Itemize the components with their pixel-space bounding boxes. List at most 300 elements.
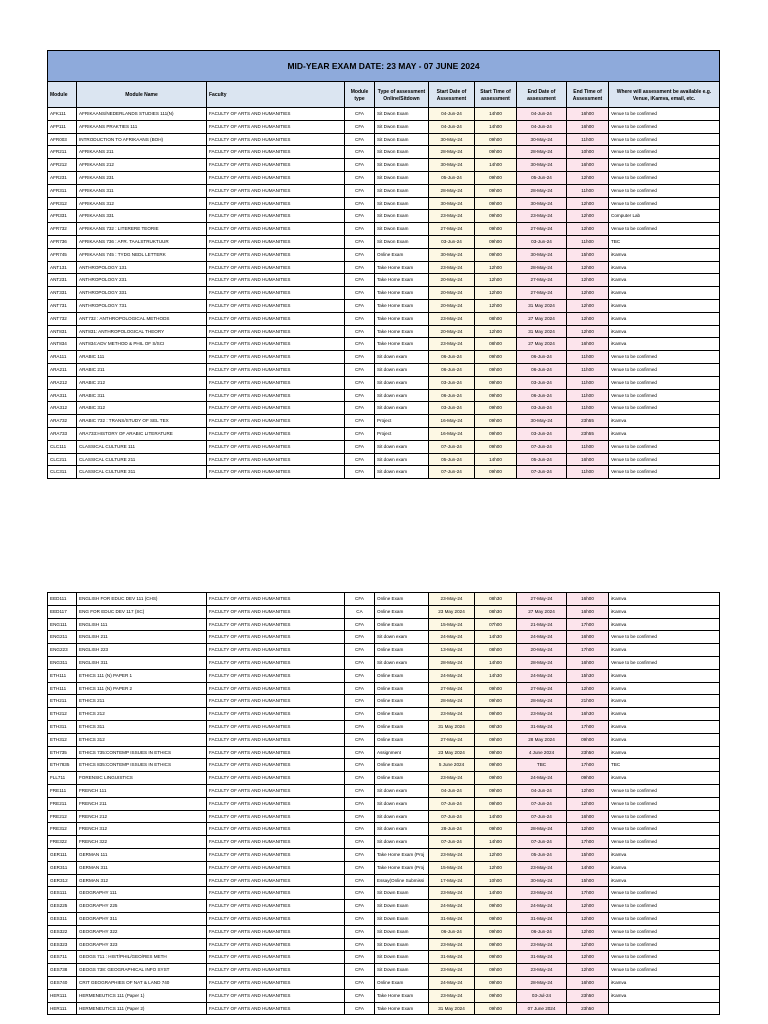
cell-module-name: ENGLISH 311: [77, 657, 207, 670]
cell-assessment-type: Sit Dwon Exam: [375, 223, 429, 236]
cell-venue: Venue to be confirmed: [609, 454, 720, 467]
cell-module-code: AFR311: [47, 185, 77, 198]
cell-end-time: 12h00: [567, 172, 609, 185]
table-row: [47, 236, 720, 249]
header-start-date: Start Date of Assessment: [429, 82, 475, 108]
cell-faculty: FACULTY OF ARTS AND HUMANITIES: [207, 364, 345, 377]
cell-end-time: 10h00: [567, 146, 609, 159]
cell-venue: Venue to be confirmed: [609, 146, 720, 159]
cell-assessment-type: Take Home Exam: [375, 990, 429, 1003]
cell-start-time: 09h00: [475, 415, 517, 428]
cell-end-time: 12h00: [567, 262, 609, 275]
cell-module-name: ARABIC 732 : TRANS/STUDY OF SEL TEX: [77, 415, 207, 428]
cell-module-name: AFRIKAANS 312: [77, 198, 207, 211]
cell-venue: iKamva: [609, 326, 720, 339]
cell-module-type: CFA: [345, 631, 375, 644]
cell-module-type: CFA: [345, 644, 375, 657]
table-row: [47, 785, 720, 798]
cell-assessment-type: Sit Down Exam: [375, 964, 429, 977]
cell-start-time: 14h00: [475, 121, 517, 134]
cell-module-code: AFR745: [47, 249, 77, 262]
cell-assessment-type: Sit Down Exam: [375, 951, 429, 964]
table-row: [47, 1003, 720, 1016]
cell-start-date: 30-May-24: [429, 134, 475, 147]
cell-module-name: HERMENEUTICS 111 (Paper 1): [77, 990, 207, 1003]
cell-end-date: 23-May-24: [517, 862, 567, 875]
cell-module-type: CFA: [345, 695, 375, 708]
cell-assessment-type: Online Exam: [375, 683, 429, 696]
cell-start-time: 09h00: [475, 1003, 517, 1016]
cell-assessment-type: Sit Down Exam: [375, 900, 429, 913]
cell-start-time: 09h00: [475, 441, 517, 454]
cell-venue: Venue to be confirmed: [609, 939, 720, 952]
cell-venue: iKamva: [609, 990, 720, 1003]
cell-faculty: FACULTY OF ARTS AND HUMANITIES: [207, 670, 345, 683]
cell-end-date: 30-May-24: [517, 875, 567, 888]
cell-start-date: 31-May-24: [429, 951, 475, 964]
cell-start-date: 04-Jun-24: [429, 108, 475, 121]
cell-assessment-type: Sit Dwon Exam: [375, 172, 429, 185]
cell-start-time: 09h00: [475, 977, 517, 990]
cell-end-time: 12h00: [567, 785, 609, 798]
cell-assessment-type: Essay(Online Submissi: [375, 875, 429, 888]
cell-end-date: 27 May 2024: [517, 338, 567, 351]
cell-end-date: 07-Jun-24: [517, 466, 567, 479]
table-row: [47, 377, 720, 390]
table-row: [47, 951, 720, 964]
cell-module-code: GER111: [47, 849, 77, 862]
cell-module-type: CFA: [345, 198, 375, 211]
cell-start-date: 31-May-24: [429, 913, 475, 926]
cell-end-date: 28-May-24: [517, 695, 567, 708]
cell-end-date: 27-May-24: [517, 287, 567, 300]
cell-faculty: FACULTY OF ARTS AND HUMANITIES: [207, 593, 345, 606]
cell-faculty: FACULTY OF ARTS AND HUMANITIES: [207, 695, 345, 708]
cell-module-code: AFR312: [47, 198, 77, 211]
cell-end-date: 07 June 2024: [517, 1003, 567, 1016]
cell-venue: [609, 1003, 720, 1016]
cell-start-time: 09h00: [475, 134, 517, 147]
cell-module-type: CFA: [345, 913, 375, 926]
cell-module-name: ANTHROPOLOGY 731: [77, 300, 207, 313]
cell-venue: Venue to be confirmed: [609, 466, 720, 479]
cell-end-time: 12h00: [567, 313, 609, 326]
cell-module-name: GEOGRAPHY 111: [77, 887, 207, 900]
cell-assessment-type: Sit Dwon Exam: [375, 134, 429, 147]
cell-faculty: FACULTY OF ARTS AND HUMANITIES: [207, 313, 345, 326]
cell-start-time: 14h00: [475, 454, 517, 467]
cell-assessment-type: Sit Down Exam: [375, 887, 429, 900]
cell-venue: iKamva: [609, 274, 720, 287]
cell-module-code: ANT732: [47, 313, 77, 326]
cell-module-name: GERMAN 312: [77, 875, 207, 888]
cell-faculty: FACULTY OF ARTS AND HUMANITIES: [207, 619, 345, 632]
cell-end-time: 12h00: [567, 939, 609, 952]
cell-venue: iKamva: [609, 683, 720, 696]
cell-module-type: CFA: [345, 415, 375, 428]
cell-module-code: ARA312: [47, 402, 77, 415]
cell-start-date: 07-Jun-24: [429, 836, 475, 849]
cell-assessment-type: Take Home Exam (Proj: [375, 849, 429, 862]
cell-start-date: 23 May 2024: [429, 606, 475, 619]
cell-module-name: GEOGRAPHY 323: [77, 939, 207, 952]
table-row: [47, 747, 720, 760]
cell-module-type: CFA: [345, 402, 375, 415]
cell-end-time: 17h00: [567, 644, 609, 657]
cell-end-time: 16h00: [567, 159, 609, 172]
cell-end-date: 28-May-24: [517, 146, 567, 159]
cell-faculty: FACULTY OF ARTS AND HUMANITIES: [207, 134, 345, 147]
cell-end-time: 23h50: [567, 1003, 609, 1016]
cell-end-time: 12h00: [567, 683, 609, 696]
cell-module-name: AFRIKAANS/NEDERLANDS STUDIES 111(N): [77, 108, 207, 121]
cell-assessment-type: Take Home Exam: [375, 313, 429, 326]
cell-end-time: 16h00: [567, 108, 609, 121]
cell-module-type: CFA: [345, 862, 375, 875]
cell-module-name: GEOGRAPHY 322: [77, 926, 207, 939]
cell-start-date: 20-May-24: [429, 300, 475, 313]
cell-module-type: CFA: [345, 287, 375, 300]
cell-end-date: 06-Jun-24: [517, 390, 567, 403]
cell-module-type: CA: [345, 606, 375, 619]
cell-module-name: ARABIC 312: [77, 402, 207, 415]
table-row: [47, 939, 720, 952]
cell-start-date: 23-May-24: [429, 887, 475, 900]
cell-faculty: FACULTY OF ARTS AND HUMANITIES: [207, 939, 345, 952]
cell-end-time: 12h00: [567, 964, 609, 977]
cell-end-date: 03-Jul-24: [517, 990, 567, 1003]
cell-start-date: 16-May-24: [429, 415, 475, 428]
cell-venue: iKamva: [609, 708, 720, 721]
cell-venue: Venue to be confirmed: [609, 377, 720, 390]
cell-assessment-type: Online Exam: [375, 619, 429, 632]
cell-start-date: 27-May-24: [429, 683, 475, 696]
cell-end-time: 11h00: [567, 351, 609, 364]
cell-start-time: 09h00: [475, 823, 517, 836]
cell-start-time: 10h00: [475, 875, 517, 888]
cell-assessment-type: Online Exam: [375, 977, 429, 990]
cell-start-time: 09h00: [475, 926, 517, 939]
cell-module-name: ANTHROPOLOGY 131: [77, 262, 207, 275]
cell-assessment-type: Sit down exam: [375, 785, 429, 798]
cell-module-type: CFA: [345, 159, 375, 172]
cell-start-date: 27-May-24: [429, 223, 475, 236]
cell-start-date: 23-May-24: [429, 939, 475, 952]
cell-module-type: CFA: [345, 721, 375, 734]
cell-module-code: ANT831: [47, 326, 77, 339]
cell-module-code: AFR732: [47, 223, 77, 236]
cell-venue: Venue to be confirmed: [609, 198, 720, 211]
cell-module-code: AFR212: [47, 159, 77, 172]
cell-module-type: CFA: [345, 1003, 375, 1016]
cell-venue: iKamva: [609, 593, 720, 606]
cell-start-time: 09h00: [475, 913, 517, 926]
table-row: [47, 606, 720, 619]
table-row: [47, 670, 720, 683]
table-row: [47, 351, 720, 364]
cell-faculty: FACULTY OF ARTS AND HUMANITIES: [207, 1003, 345, 1016]
cell-start-time: 14h00: [475, 159, 517, 172]
table-row: [47, 313, 720, 326]
cell-venue: TBC: [609, 759, 720, 772]
cell-venue: iKamva: [609, 695, 720, 708]
cell-faculty: FACULTY OF ARTS AND HUMANITIES: [207, 210, 345, 223]
cell-start-time: 09h00: [475, 695, 517, 708]
cell-module-code: ENG311: [47, 657, 77, 670]
cell-module-type: CFA: [345, 134, 375, 147]
cell-module-name: ARA733:HISTORY OF ARABIC LITERATURE: [77, 428, 207, 441]
cell-venue: iKamva: [609, 313, 720, 326]
cell-start-time: 09h00: [475, 708, 517, 721]
cell-module-code: ETH212: [47, 708, 77, 721]
cell-module-type: CFA: [345, 977, 375, 990]
cell-module-type: CFA: [345, 823, 375, 836]
cell-module-name: ARABIC 111: [77, 351, 207, 364]
cell-end-time: 23h55: [567, 415, 609, 428]
cell-start-time: 09h00: [475, 772, 517, 785]
cell-start-time: 09h00: [475, 185, 517, 198]
cell-faculty: FACULTY OF ARTS AND HUMANITIES: [207, 606, 345, 619]
table-row: [47, 402, 720, 415]
cell-faculty: FACULTY OF ARTS AND HUMANITIES: [207, 262, 345, 275]
cell-end-date: 30-May-24: [517, 249, 567, 262]
cell-module-type: CFA: [345, 683, 375, 696]
cell-module-name: GEOGS 711 : HIST/PHIL/GEO/RES METH: [77, 951, 207, 964]
cell-module-code: GER312: [47, 875, 77, 888]
cell-assessment-type: Take Home Exam: [375, 1003, 429, 1016]
cell-venue: Venue to be confirmed: [609, 657, 720, 670]
cell-assessment-type: Online Exam: [375, 606, 429, 619]
cell-venue: iKamva: [609, 977, 720, 990]
cell-end-date: 07-Jun-24: [517, 441, 567, 454]
table-row: [47, 121, 720, 134]
cell-end-date: 27 May 2024: [517, 313, 567, 326]
cell-module-name: ENGLISH FOR EDUC DEV 111 (CHS): [77, 593, 207, 606]
cell-module-name: ARABIC 311: [77, 390, 207, 403]
cell-end-date: 24-May-24: [517, 670, 567, 683]
cell-venue: Venue to be confirmed: [609, 172, 720, 185]
cell-module-type: CFA: [345, 811, 375, 824]
cell-start-time: 14h00: [475, 836, 517, 849]
table-row: [47, 593, 720, 606]
cell-start-date: 03-Jun-24: [429, 402, 475, 415]
cell-module-code: ANT131: [47, 262, 77, 275]
cell-module-name: AFRIKAANS 736 : AFR. TAALSTRUKTUUR: [77, 236, 207, 249]
cell-start-date: 28-May-24: [429, 657, 475, 670]
cell-venue: iKamva: [609, 287, 720, 300]
cell-module-code: EED111: [47, 593, 77, 606]
cell-module-name: GERMAN 311: [77, 862, 207, 875]
cell-start-time: 12h00: [475, 287, 517, 300]
cell-module-code: FRE211: [47, 798, 77, 811]
cell-module-type: CFA: [345, 466, 375, 479]
table-row: [47, 772, 720, 785]
cell-module-type: CFA: [345, 377, 375, 390]
cell-start-date: 05-Jun-24: [429, 454, 475, 467]
cell-assessment-type: Take Home Exam: [375, 274, 429, 287]
header-end-time: End Time of Assessment: [567, 82, 609, 108]
cell-venue: Venue to be confirmed: [609, 631, 720, 644]
cell-start-time: 08h00: [475, 313, 517, 326]
cell-start-time: 12h00: [475, 326, 517, 339]
cell-assessment-type: Sit down exam: [375, 402, 429, 415]
cell-faculty: FACULTY OF ARTS AND HUMANITIES: [207, 236, 345, 249]
cell-venue: iKamva: [609, 875, 720, 888]
cell-module-code: GES738: [47, 964, 77, 977]
cell-assessment-type: Sit Down Exam: [375, 939, 429, 952]
header-module-type: Module type: [345, 82, 375, 108]
cell-start-time: 09h00: [475, 198, 517, 211]
cell-end-date: 24-May-24: [517, 772, 567, 785]
cell-module-type: CFA: [345, 990, 375, 1003]
cell-end-time: 14h00: [567, 862, 609, 875]
table-row: [47, 364, 720, 377]
cell-module-name: ENGLISH 111: [77, 619, 207, 632]
cell-end-date: 28 May 2024: [517, 734, 567, 747]
header-faculty: Faculty: [207, 82, 345, 108]
cell-assessment-type: Project: [375, 415, 429, 428]
cell-module-name: CLASSICAL CULTURE 111: [77, 441, 207, 454]
cell-module-type: CFA: [345, 939, 375, 952]
cell-faculty: FACULTY OF ARTS AND HUMANITIES: [207, 644, 345, 657]
cell-assessment-type: Take Home Exam: [375, 300, 429, 313]
table-row: [47, 454, 720, 467]
header-assessment-type: Type of assessment Online/Sitdown: [375, 82, 429, 108]
cell-module-name: ETHICS 111 (N) PAPER 2: [77, 683, 207, 696]
cell-module-code: ARA212: [47, 377, 77, 390]
cell-assessment-type: Take Home Exam: [375, 326, 429, 339]
cell-module-name: ENG FOR EDUC DEV 117 (SC): [77, 606, 207, 619]
cell-venue: iKamva: [609, 862, 720, 875]
cell-module-code: CLC111: [47, 441, 77, 454]
cell-end-time: 12h00: [567, 300, 609, 313]
cell-end-date: 21-May-24: [517, 619, 567, 632]
cell-end-time: 12h00: [567, 926, 609, 939]
cell-module-name: AFRIKAANS 311: [77, 185, 207, 198]
cell-module-code: HER111: [47, 990, 77, 1003]
cell-start-time: 08h30: [475, 593, 517, 606]
cell-end-date: 27-May-24: [517, 593, 567, 606]
table-row: [47, 734, 720, 747]
cell-start-date: 04-Jun-24: [429, 785, 475, 798]
cell-venue: Venue to be confirmed: [609, 390, 720, 403]
table-row: [47, 185, 720, 198]
cell-module-code: FRE312: [47, 823, 77, 836]
cell-module-code: CLC311: [47, 466, 77, 479]
cell-start-date: 28-May-24: [429, 695, 475, 708]
cell-end-date: 05-Jun-24: [517, 172, 567, 185]
cell-assessment-type: Sit down exam: [375, 377, 429, 390]
cell-start-date: 06-Jun-24: [429, 926, 475, 939]
cell-start-date: 28-Jun-24: [429, 823, 475, 836]
cell-start-time: 09h00: [475, 223, 517, 236]
cell-module-type: CFA: [345, 428, 375, 441]
cell-module-name: ENGLISH 223: [77, 644, 207, 657]
cell-faculty: FACULTY OF ARTS AND HUMANITIES: [207, 351, 345, 364]
cell-end-time: 12h00: [567, 913, 609, 926]
cell-end-date: 06-Jun-24: [517, 351, 567, 364]
cell-venue: Venue to be confirmed: [609, 108, 720, 121]
cell-end-date: 27 May 2024: [517, 606, 567, 619]
cell-module-name: GEOGRAPHY 311: [77, 913, 207, 926]
cell-end-date: 24-May-24: [517, 631, 567, 644]
cell-start-date: 24-May-24: [429, 670, 475, 683]
cell-assessment-type: Sit down exam: [375, 390, 429, 403]
cell-faculty: FACULTY OF ARTS AND HUMANITIES: [207, 900, 345, 913]
cell-start-date: 23-May-24: [429, 964, 475, 977]
cell-start-time: 09h00: [475, 377, 517, 390]
cell-end-date: 04-Jun-24: [517, 121, 567, 134]
cell-end-date: TBC: [517, 759, 567, 772]
cell-venue: Venue to be confirmed: [609, 798, 720, 811]
cell-faculty: FACULTY OF ARTS AND HUMANITIES: [207, 977, 345, 990]
cell-start-date: 28-May-24: [429, 185, 475, 198]
cell-assessment-type: Sit Down Exam: [375, 926, 429, 939]
cell-start-date: 27-May-24: [429, 734, 475, 747]
cell-end-time: 23h55: [567, 428, 609, 441]
cell-module-name: ANT834:ADV METHOD & PHIL OF S/SCI: [77, 338, 207, 351]
cell-start-date: 23-May-24: [429, 849, 475, 862]
cell-module-code: AFK111: [47, 108, 77, 121]
cell-assessment-type: Online Exam: [375, 734, 429, 747]
cell-module-type: CFA: [345, 274, 375, 287]
cell-start-time: 12h00: [475, 262, 517, 275]
cell-start-date: 30-May-24: [429, 159, 475, 172]
cell-start-time: 07h00: [475, 619, 517, 632]
cell-venue: iKamva: [609, 249, 720, 262]
cell-start-time: 09h00: [475, 785, 517, 798]
page-title: MID-YEAR EXAM DATE: 23 MAY - 07 JUNE 2024: [47, 50, 720, 82]
cell-venue: iKamva: [609, 772, 720, 785]
cell-end-time: 09h00: [567, 734, 609, 747]
cell-module-code: AFR736: [47, 236, 77, 249]
cell-module-type: CFA: [345, 734, 375, 747]
cell-start-date: 04-Jun-24: [429, 121, 475, 134]
cell-venue: iKamva: [609, 415, 720, 428]
table-row: [47, 695, 720, 708]
cell-assessment-type: Sit Dwon Exam: [375, 159, 429, 172]
cell-end-date: 05-Jun-24: [517, 454, 567, 467]
cell-venue: Venue to be confirmed: [609, 223, 720, 236]
cell-module-name: ETHICS 311: [77, 721, 207, 734]
cell-module-name: ETHICS 212: [77, 708, 207, 721]
table-row: [47, 300, 720, 313]
cell-end-date: 03-Jun-24: [517, 428, 567, 441]
cell-end-time: 17h00: [567, 759, 609, 772]
cell-module-code: ETH7835: [47, 759, 77, 772]
table-row: [47, 249, 720, 262]
cell-faculty: FACULTY OF ARTS AND HUMANITIES: [207, 274, 345, 287]
cell-module-type: CFA: [345, 172, 375, 185]
table-1-body: [47, 108, 720, 479]
table-row: [47, 836, 720, 849]
cell-start-date: 07-Jun-24: [429, 466, 475, 479]
cell-end-time: 12h00: [567, 823, 609, 836]
cell-end-time: 11h00: [567, 236, 609, 249]
table-row: [47, 326, 720, 339]
cell-assessment-type: Online Exam: [375, 670, 429, 683]
cell-module-type: CFA: [345, 657, 375, 670]
cell-module-name: ARABIC 212: [77, 377, 207, 390]
cell-venue: Venue to be confirmed: [609, 364, 720, 377]
cell-end-date: 28-May-24: [517, 262, 567, 275]
table-row: [47, 198, 720, 211]
table-row: [47, 964, 720, 977]
cell-end-time: 16h00: [567, 121, 609, 134]
cell-module-code: ETH312: [47, 734, 77, 747]
cell-venue: iKamva: [609, 849, 720, 862]
cell-faculty: FACULTY OF ARTS AND HUMANITIES: [207, 377, 345, 390]
